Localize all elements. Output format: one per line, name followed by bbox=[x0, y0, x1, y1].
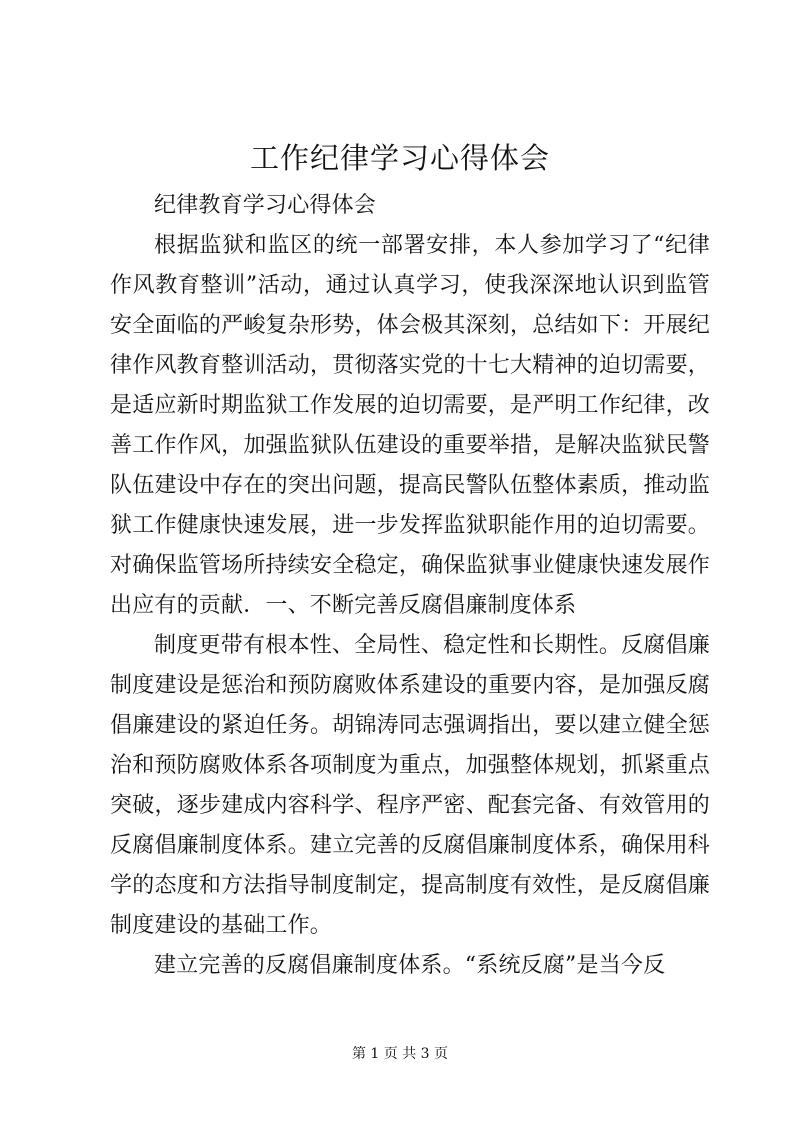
body-paragraph-3: 建立完善的反腐倡廉制度体系。“系统反腐”是当今反 bbox=[154, 953, 666, 978]
body-paragraph-1: 根据监狱和监区的统一部署安排，本人参加学习了“纪律作风教育整训”活动，通过认真学习，使我深深地认识到监管安全面临的严峻复杂形势，体会极其深刻，总结如下：开展纪律作风教育整训活动，贯彻落实党的十七大精神的迫切需要，是适应新时期监狱工作发展的迫切需要，是严明工作纪律，改善工作作风，加强监狱队伍建设的重要举措，是解决监狱民警队伍建设中存在的突出问题，提高民警队伍整体素质，推动监狱工作健康快速发展，进一步发挥监狱职能作用的迫切需要。对确保监管场所持续安全稳定，确保监狱事业健康快速发展作出应有的贡献．一、不断完善反腐倡廉制度体系 bbox=[110, 233, 710, 618]
document-title: 工作纪律学习心得体会 bbox=[249, 141, 550, 175]
document-body bbox=[110, 186, 710, 986]
subtitle-paragraph: 纪律教育学习心得体会 bbox=[154, 193, 377, 218]
page-footer: 第 1 页 共 3 页 bbox=[351, 1046, 449, 1062]
body-paragraph-2: 制度更带有根本性、全局性、稳定性和长期性。反腐倡廉制度建设是惩治和预防腐败体系建设的重要内容，是加强反腐倡廉建设的紧迫任务。胡锦涛同志强调指出，要以建立健全惩治和预防腐败体系各项制度为重点，加强整体规划，抓紧重点突破，逐步建成内容科学、程序严密、配套完备、有效管用的反腐倡廉制度体系。建立完善的反腐倡廉制度体系，确保用科学的态度和方法指导制度制定，提高制度有效性，是反腐倡廉制度建设的基础工作。 bbox=[110, 633, 710, 938]
